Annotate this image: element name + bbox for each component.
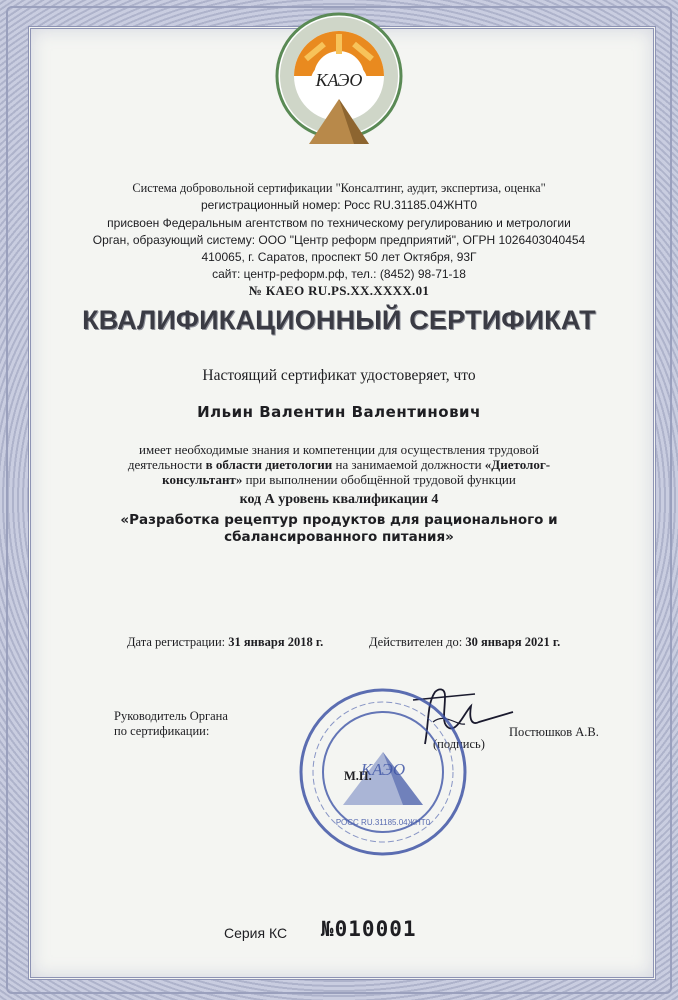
certificate-number: № КАЕО RU.PS.XX.XXXX.01 — [248, 283, 430, 298]
serial-number: №010001 — [321, 917, 417, 941]
signatory-role-2: по сертификации: — [114, 724, 210, 738]
registration-line: регистрационный номер: Росс RU.31185.04ЖНТ0 — [200, 198, 478, 212]
organ-line: Орган, образующий систему: ООО "Центр реформ предприятий", ОГРН 1026403040454 — [92, 233, 586, 247]
signature-caption: (подпись) — [433, 737, 485, 751]
logo-text: КАЭО — [315, 70, 363, 90]
intro-text: Настоящий сертификат удостоверяет, что — [202, 367, 476, 384]
function-line-1: «Разработка рецептур продуктов для рационального и — [120, 512, 558, 528]
competence-line-1: имеет необходимые знания и компетенции для осуществления трудовой — [139, 442, 539, 457]
address-line: 410065, г. Саратов, проспект 50 лет Октября, 93Г — [201, 250, 477, 264]
certificate-title: КВАЛИФИКАЦИОННЫЙ СЕРТИФИКАТ — [82, 305, 596, 335]
competence-line-2: деятельности в области диетологии на занимаемой должности «Диетолог- — [127, 457, 551, 472]
registration-date: Дата регистрации: 31 января 2018 г. — [127, 635, 324, 649]
seal-mark: М.П. — [344, 769, 372, 783]
agency-line: присвоен Федеральным агентством по техническому регулированию и метрологии — [107, 216, 571, 230]
kaeo-logo — [254, 4, 424, 154]
valid-until: Действителен до: 30 января 2021 г. — [369, 635, 561, 649]
site-line: сайт: центр-реформ.рф, тел.: (8452) 98-71-18 — [212, 267, 466, 281]
stamp-center-text: КАЭО — [360, 760, 406, 779]
code-level: код А уровень квалификации 4 — [239, 492, 439, 507]
system-line: Система добровольной сертификации "Консалтинг, аудит, экспертиза, оценка" — [132, 181, 546, 195]
function-line-2: сбалансированного питания» — [224, 529, 454, 545]
competence-line-3: консультант» при выполнении обобщённой трудовой функции — [162, 472, 516, 487]
stamp-bottom-text: РОСС RU.31185.04ЖНТ0 — [335, 818, 431, 827]
holder-name: Ильин Валентин Валентинович — [197, 403, 481, 421]
organ-seal-stamp — [298, 687, 468, 857]
serial-label: Серия КС — [224, 925, 288, 941]
signatory-role-1: Руководитель Органа — [114, 709, 228, 723]
signatory-name: Постюшков А.В. — [509, 725, 599, 739]
